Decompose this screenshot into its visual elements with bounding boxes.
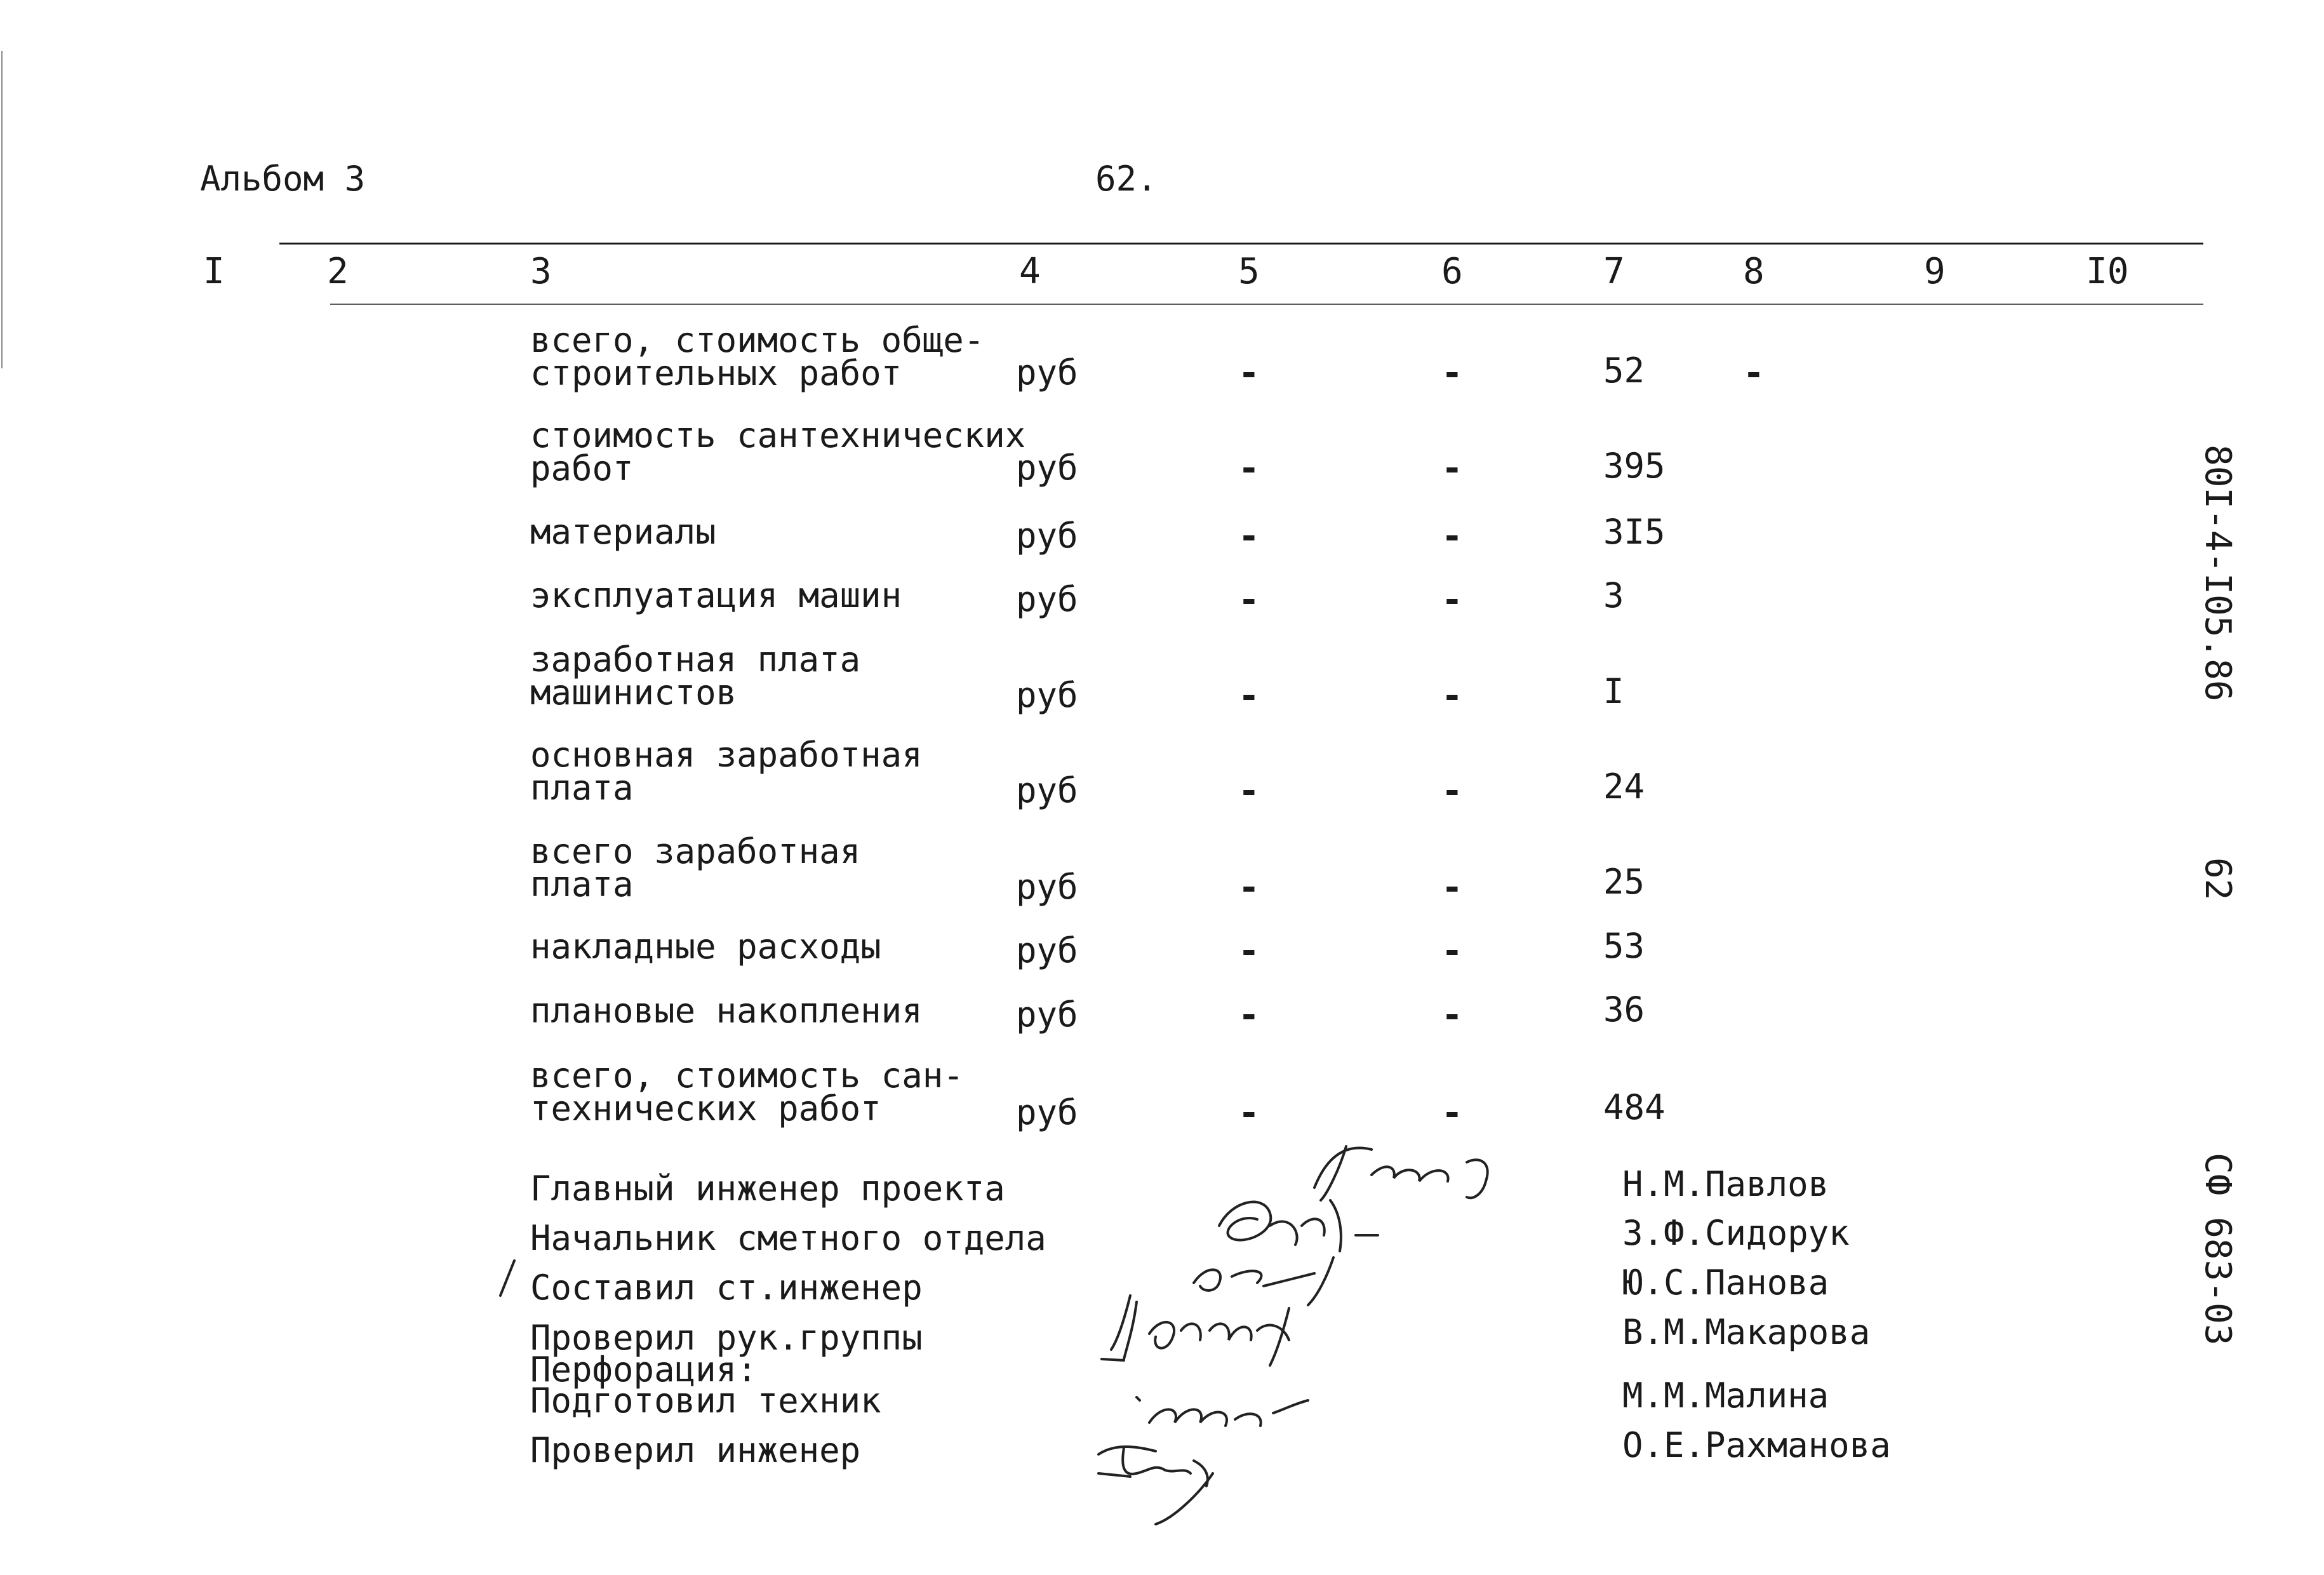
header-bottom-rule [330, 304, 2203, 305]
table-row-c7: I [1603, 671, 1624, 711]
table-row-label: заработная плата машинистов [530, 640, 861, 713]
album-label: Альбом 3 [200, 159, 366, 199]
table-row-label: основная заработная плата [530, 735, 923, 808]
table-row-c5: - [1238, 867, 1260, 908]
table-row-unit: руб [1016, 995, 1078, 1035]
table-row-c6: - [1441, 579, 1463, 620]
table-row-c6: - [1441, 930, 1463, 972]
col-header-4: 4 [1019, 251, 1041, 292]
signature-scribble-rakhmanova [1086, 1429, 1251, 1531]
table-row-c7: 53 [1603, 926, 1645, 966]
table-row-c8: - [1743, 352, 1765, 394]
signature-role: Подготовил техник [530, 1381, 881, 1421]
table-row-c5: - [1238, 516, 1260, 557]
side-series-code: СФ 683-03 [2197, 1153, 2238, 1346]
table-row-c5: - [1238, 675, 1260, 716]
table-row-label: эксплуатация машин [530, 575, 902, 615]
signature-role: Начальник сметного отдела [530, 1218, 1046, 1258]
table-row-unit: руб [1016, 352, 1078, 392]
col-header-1: I [203, 251, 225, 292]
table-row-c6: - [1441, 516, 1463, 557]
table-top-rule [279, 243, 2203, 245]
signature-name: М.М.Малина [1622, 1376, 1829, 1416]
table-row-c7: 3 [1603, 575, 1624, 615]
table-row-c7: 24 [1603, 767, 1645, 807]
table-row-c6: - [1441, 448, 1463, 489]
signature-name: Ю.С.Панова [1622, 1263, 1829, 1303]
signature-role: Перфорация: [530, 1350, 758, 1390]
table-row-c7: 395 [1603, 446, 1666, 486]
table-row-c7: 484 [1603, 1087, 1666, 1127]
side-doc-code: 80I-4-I05.86 [2197, 445, 2238, 702]
table-row-c5: - [1238, 770, 1260, 812]
signature-name: З.Ф.Сидорук [1622, 1213, 1850, 1253]
table-row-label: материалы [530, 512, 716, 552]
signature-name: О.Е.Рахманова [1622, 1425, 1891, 1465]
table-row-label: всего заработная плата [530, 831, 861, 904]
signature-role: Составил ст.инженер [530, 1268, 923, 1308]
table-row-c6: - [1441, 995, 1463, 1036]
col-header-8: 8 [1743, 251, 1765, 292]
table-row-unit: руб [1016, 930, 1078, 970]
table-row-unit: руб [1016, 1092, 1078, 1132]
table-row-c7: 52 [1603, 351, 1645, 391]
col-header-2: 2 [327, 251, 349, 292]
table-row-label: стоимость сантехнических работ [530, 415, 1026, 488]
table-row-c5: - [1238, 1092, 1260, 1134]
table-row-c6: - [1441, 1092, 1463, 1134]
signature-scribble-makarova [1099, 1270, 1340, 1372]
table-row-c6: - [1441, 867, 1463, 908]
table-row-c7: 3I5 [1603, 512, 1666, 552]
col-header-7: 7 [1603, 251, 1625, 292]
signature-role: Проверил рук.группы [530, 1318, 923, 1358]
table-row-c6: - [1441, 675, 1463, 716]
col-header-6: 6 [1441, 251, 1463, 292]
table-row-c5: - [1238, 930, 1260, 972]
col-header-10: I0 [2086, 251, 2129, 292]
table-row-label: всего, стоимость обще- строительных работ [530, 320, 985, 393]
table-row-label: плановые накопления [530, 991, 923, 1031]
table-row-unit: руб [1016, 516, 1078, 556]
signature-role: Проверил инженер [530, 1430, 861, 1470]
table-row-label: накладные расходы [530, 927, 881, 967]
table-row-unit: руб [1016, 867, 1078, 907]
table-row-c5: - [1238, 995, 1260, 1036]
margin-tick-mark [495, 1257, 521, 1302]
scan-edge-line [1, 51, 3, 368]
table-row-c7: 36 [1603, 989, 1645, 1029]
table-row-unit: руб [1016, 770, 1078, 810]
table-row-label: всего, стоимость сан- технических работ [530, 1056, 964, 1129]
table-row-c5: - [1238, 352, 1260, 394]
table-row-unit: руб [1016, 448, 1078, 488]
col-header-5: 5 [1238, 251, 1260, 292]
table-row-c6: - [1441, 352, 1463, 394]
side-sheet-number: 62 [2197, 857, 2238, 901]
col-header-9: 9 [1924, 251, 1946, 292]
table-row-c6: - [1441, 770, 1463, 812]
table-row-unit: руб [1016, 675, 1078, 715]
table-row-c7: 25 [1603, 862, 1645, 902]
table-row-c5: - [1238, 579, 1260, 620]
table-row-unit: руб [1016, 579, 1078, 619]
page-number: 62. [1095, 159, 1158, 199]
signature-name: В.М.Макарова [1622, 1312, 1871, 1352]
signature-role: Главный инженер проекта [530, 1169, 1005, 1209]
col-header-3: 3 [530, 251, 552, 292]
signature-name: Н.М.Павлов [1622, 1164, 1829, 1204]
table-row-c5: - [1238, 448, 1260, 489]
